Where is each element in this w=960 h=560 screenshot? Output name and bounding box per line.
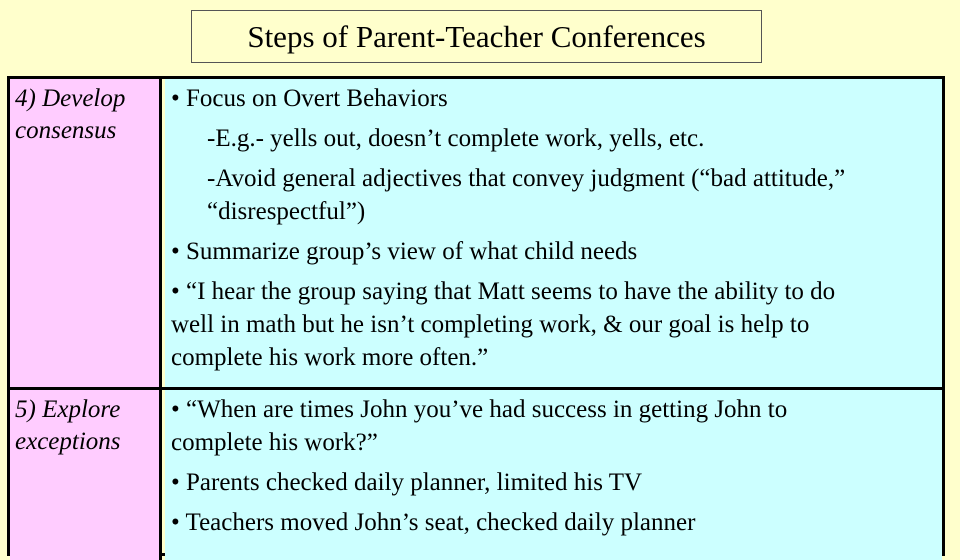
step-label-cell	[10, 390, 162, 560]
step-row-explore-exceptions	[10, 390, 942, 560]
step-label-cell	[10, 79, 162, 387]
bullet-line: • Summarize group’s view of what child needs	[171, 238, 638, 265]
step-label-line: exceptions	[15, 428, 121, 455]
step-content-cell	[165, 79, 942, 387]
bullet-line: • Parents checked daily planner, limited his TV	[171, 469, 643, 496]
steps-table	[7, 76, 945, 556]
bullet-line: • “When are times John you’ve had success in getting John to	[171, 396, 788, 423]
bullet-line: • Teachers moved John’s seat, checked daily planner	[171, 509, 696, 536]
step-content-cell	[165, 390, 942, 560]
slide-title: Steps of Parent-Teacher Conferences	[191, 10, 762, 63]
bullet-continuation-line: well in math but he isn’t completing work, & our goal is help to	[171, 311, 810, 338]
step-label-line: 4) Develop	[15, 85, 126, 112]
sub-item-line: -E.g.- yells out, doesn’t complete work, yells, etc.	[207, 125, 705, 152]
bullet-line: • Focus on Overt Behaviors	[171, 85, 448, 112]
bullet-line: • “I hear the group saying that Matt seems to have the ability to do	[171, 278, 836, 305]
sub-item-line: -Avoid general adjectives that convey judgment (“bad attitude,”	[207, 165, 846, 192]
step-row-develop-consensus	[10, 79, 942, 390]
bullet-continuation-line: complete his work?”	[171, 429, 378, 456]
step-label-line: consensus	[15, 117, 117, 144]
sub-item-line: “disrespectful”)	[207, 198, 366, 225]
step-label-line: 5) Explore	[15, 396, 121, 423]
bullet-continuation-line: complete his work more often.”	[171, 344, 489, 371]
